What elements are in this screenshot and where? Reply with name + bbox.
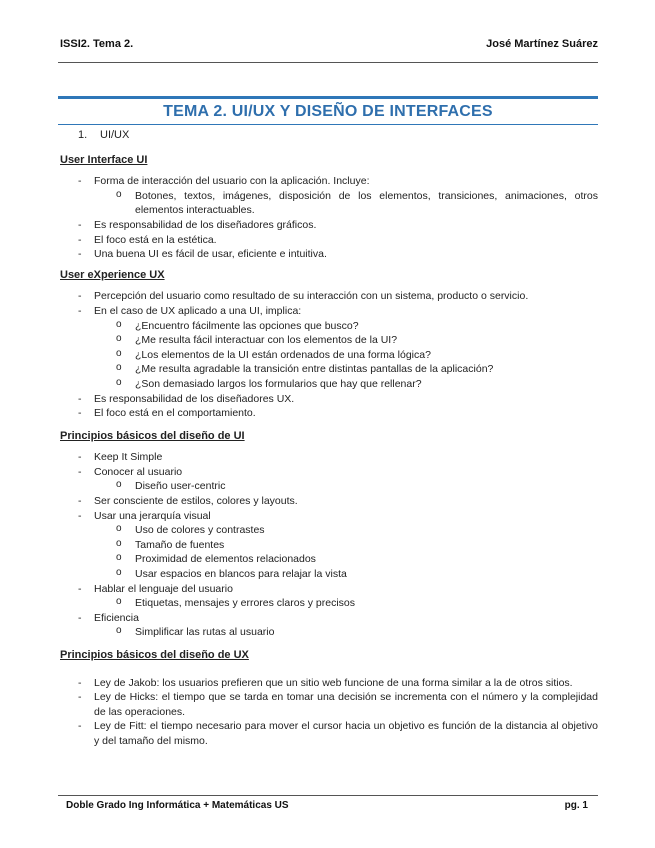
list-item: - Forma de interacción del usuario con la aplicación. Incluye: xyxy=(60,174,598,189)
ux-list xyxy=(60,289,598,420)
list-item: - El foco está en el comportamiento. xyxy=(60,406,598,421)
list-item: - En el caso de UX aplicado a una UI, implica: xyxy=(60,304,598,319)
header-right: José Martínez Suárez xyxy=(486,38,598,50)
title-block xyxy=(58,96,598,125)
list-subitem: o ¿Me resulta fácil interactuar con los elementos de la UI? xyxy=(60,333,598,348)
list-subitem: o Uso de colores y contrastes xyxy=(60,523,598,538)
list-item: - Es responsabilidad de los diseñadores UX. xyxy=(60,392,598,407)
list-item: - El foco está en la estética. xyxy=(60,233,598,248)
list-item: - Hablar el lenguaje del usuario xyxy=(60,582,598,597)
ux-heading: User eXperience UX xyxy=(60,268,165,281)
header-divider xyxy=(58,62,598,63)
list-subitem: o ¿Me resulta agradable la transición entre distintas pantallas de la aplicación? xyxy=(60,362,598,377)
list-subitem: o ¿Los elementos de la UI están ordenados de una forma lógica? xyxy=(60,348,598,363)
list-item: - Usar una jerarquía visual xyxy=(60,509,598,524)
list-subitem: o Simplificar las rutas al usuario xyxy=(60,625,598,640)
ux-principles-heading: Principios básicos del diseño de UX xyxy=(60,649,249,661)
list-item: - Ley de Fitt: el tiempo necesario para mover el cursor hacia un objetivo es función de la distancia al objetivo y del tamaño del mismo. xyxy=(60,719,598,748)
header-left: ISSI2. Tema 2. xyxy=(60,38,134,50)
list-subitem: o Diseño user-centric xyxy=(60,479,598,494)
list-item: - Keep It Simple xyxy=(60,450,598,465)
footer-divider xyxy=(58,795,598,796)
list-item: - Ley de Jakob: los usuarios prefieren que un sitio web funcione de una forma similar a la de otros sitios. xyxy=(60,676,598,691)
spacer xyxy=(60,421,598,429)
list-item: - Conocer al usuario xyxy=(60,465,598,480)
ui-list xyxy=(60,174,598,262)
page-header xyxy=(60,38,598,54)
footer-left: Doble Grado Ing Informática + Matemáticas US xyxy=(66,800,289,811)
section-number-index: 1. xyxy=(78,129,88,141)
section-number-label: UI/UX xyxy=(100,129,130,141)
list-subitem: o Tamaño de fuentes xyxy=(60,538,598,553)
page-title: TEMA 2. UI/UX Y DISEÑO DE INTERFACES xyxy=(163,103,493,120)
document-body xyxy=(60,128,598,749)
list-subitem: o Proximidad de elementos relacionados xyxy=(60,552,598,567)
page-number: pg. 1 xyxy=(564,800,588,811)
spacer xyxy=(60,640,598,648)
title-bottom-rule xyxy=(58,124,598,125)
list-item: - Una buena UI es fácil de usar, eficiente e intuitiva. xyxy=(60,247,598,262)
section-number xyxy=(78,128,598,143)
ui-heading: User Interface UI xyxy=(60,153,148,166)
ux-principles-list xyxy=(60,676,598,749)
list-subitem: o Usar espacios en blancos para relajar la vista xyxy=(60,567,598,582)
list-subitem: o ¿Encuentro fácilmente las opciones que busco? xyxy=(60,319,598,334)
list-item: - Es responsabilidad de los diseñadores gráficos. xyxy=(60,218,598,233)
list-item: - Ley de Hicks: el tiempo que se tarda en tomar una decisión se incrementa con el número y la complejidad de las operaciones. xyxy=(60,690,598,719)
list-subitem: o Etiquetas, mensajes y errores claros y precisos xyxy=(60,596,598,611)
ui-principles-list xyxy=(60,450,598,640)
list-subitem: o Botones, textos, imágenes, disposición de los elementos, transiciones, animaciones, otros elementos interactuables. xyxy=(60,189,598,218)
list-subitem: o ¿Son demasiado largos los formularios que hay que rellenar? xyxy=(60,377,598,392)
ui-principles-heading: Principios básicos del diseño de UI xyxy=(60,429,245,442)
list-item: - Percepción del usuario como resultado de su interacción con un sistema, producto o servicio. xyxy=(60,289,598,304)
list-item: - Ser consciente de estilos, colores y layouts. xyxy=(60,494,598,509)
list-item: - Eficiencia xyxy=(60,611,598,626)
